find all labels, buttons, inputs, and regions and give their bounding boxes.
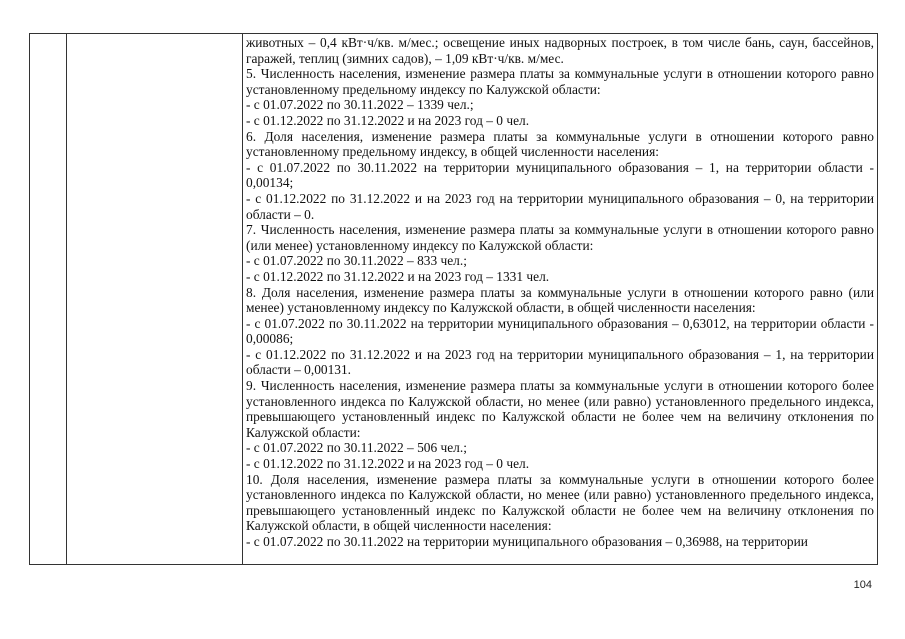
paragraph: 9. Численность населения, изменение размера платы за коммунальные услуги в отношении которого более установленного индекса по Калужской области, но менее (или равно) установленного предельного индекса, превышающего установленный индекс по Калужской области не более чем на величину отклонения по Калужской области: — [246, 378, 874, 440]
paragraph: - с 01.07.2022 по 30.11.2022 – 506 чел.; — [246, 440, 467, 456]
paragraph: - с 01.12.2022 по 31.12.2022 и на 2023 год на территории муниципального образования – 0, на территории области – 0. — [246, 190, 874, 222]
paragraph: - с 01.07.2022 по 30.11.2022 на территории муниципального образования – 0,63012, на территории области - 0,00086; — [246, 315, 874, 347]
paragraph: 8. Доля населения, изменение размера платы за коммунальные услуги в отношении которого равно (или менее) установленному индексу по Калужской области, в общей численности населения: — [246, 284, 874, 316]
paragraph: 5. Численность населения, изменение размера платы за коммунальные услуги в отношении которого равно установленному предельному индексу по Калужской области: — [246, 66, 874, 97]
paragraph: - с 01.07.2022 по 30.11.2022 – 833 чел.; — [246, 253, 467, 269]
paragraph: 7. Численность населения, изменение размера платы за коммунальные услуги в отношении которого равно (или менее) установленному индексу по Калужской области: — [246, 222, 874, 253]
column-divider-2 — [242, 34, 243, 564]
paragraph: животных – 0,4 кВт·ч/кв. м/мес.; освещение иных надворных построек, в том числе бань, саун, бассейнов, гаражей, теплиц (зимних садов), – 1,09 кВт·ч/кв. м/мес. — [246, 35, 874, 66]
document-table — [29, 33, 878, 565]
paragraph: - с 01.12.2022 по 31.12.2022 и на 2023 год – 1331 чел. — [246, 268, 550, 284]
table-cell-text — [246, 35, 874, 550]
paragraph: - с 01.07.2022 по 30.11.2022 на территории муниципального образования – 0,36988, на территории — [246, 534, 808, 549]
paragraph: - с 01.12.2022 по 31.12.2022 и на 2023 год на территории муниципального образования – 1, на территории области – 0,00131. — [246, 346, 874, 378]
paragraph: 6. Доля населения, изменение размера платы за коммунальные услуги в отношении которого равно установленному предельному индексу, в общей численности населения: — [246, 128, 874, 160]
paragraph: - с 01.07.2022 по 30.11.2022 на территории муниципального образования – 1, на территории области - 0,00134; — [246, 159, 874, 191]
paragraph: - с 01.07.2022 по 30.11.2022 – 1339 чел.; — [246, 97, 474, 113]
column-divider-1 — [66, 34, 67, 564]
paragraph: - с 01.12.2022 по 31.12.2022 и на 2023 год – 0 чел. — [246, 456, 530, 472]
paragraph: - с 01.12.2022 по 31.12.2022 и на 2023 год – 0 чел. — [246, 112, 530, 128]
paragraph: 10. Доля населения, изменение размера платы за коммунальные услуги в отношении которого более установленного индекса по Калужской области, но менее (или равно) установленного предельного индекса, превышающего установленный индекс по Калужской области не более чем на величину отклонения по Калужской области, в общей численности населения: — [246, 471, 874, 534]
page-number: 104 — [853, 579, 872, 591]
